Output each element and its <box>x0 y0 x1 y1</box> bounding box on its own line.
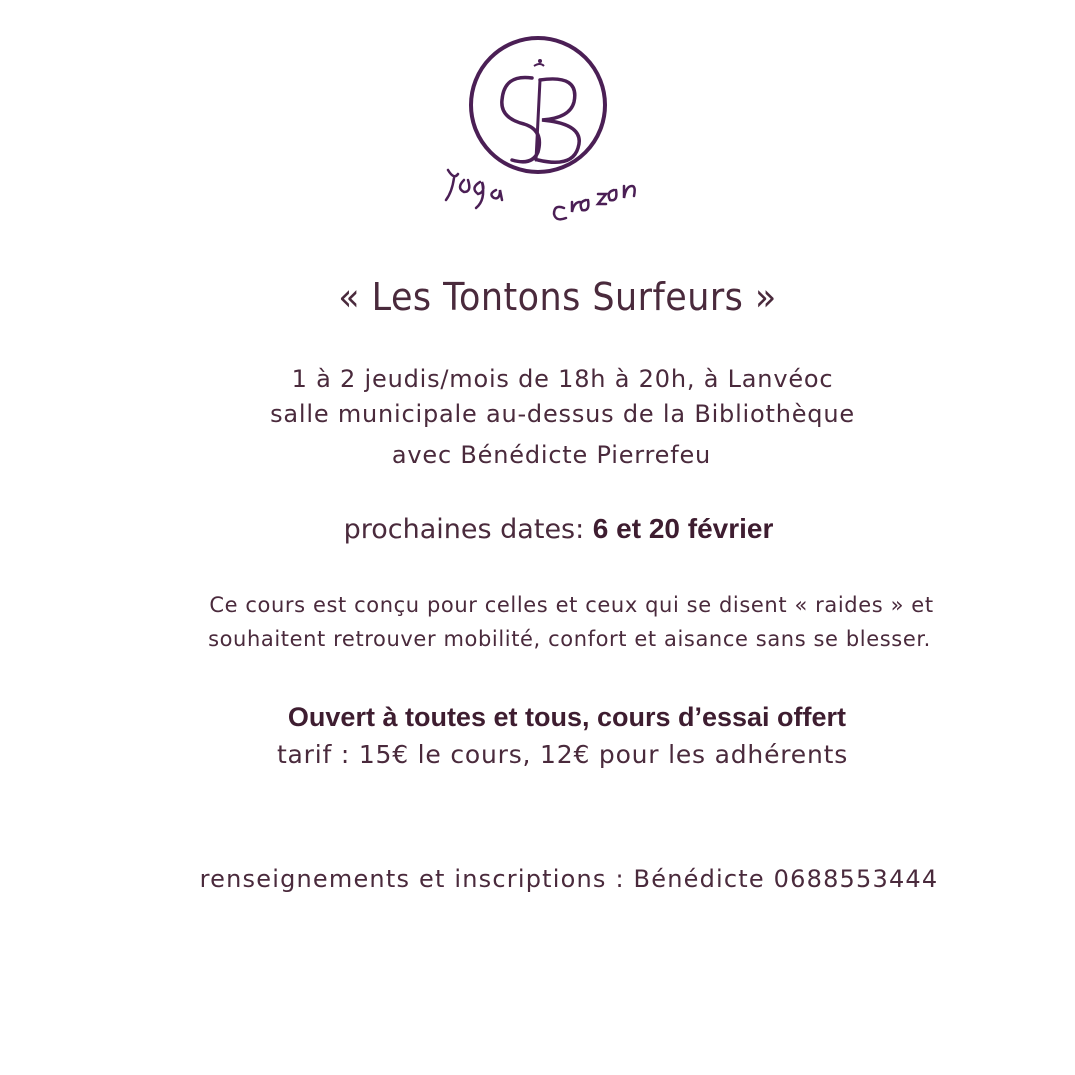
contact-info: renseignements et inscriptions : Bénédicte 0688553444 <box>199 865 939 893</box>
open-to-all: Ouvert à toutes et tous, cours d’essai offert <box>287 702 847 732</box>
price-info: tarif : 15€ le cours, 12€ pour les adhérents <box>276 740 849 769</box>
yoga-crozon-logo <box>440 30 640 240</box>
schedule-line-3: avec Bénédicte Pierrefeu <box>391 441 712 469</box>
logo-text: Yoga Crozon <box>440 30 447 31</box>
next-dates <box>0 513 1075 545</box>
schedule-line-2: salle municipale au-dessus de la Bibliothèque <box>270 400 855 428</box>
description-line-2: souhaitent retrouver mobilité, confort et aisance sans se blesser. <box>208 627 931 651</box>
schedule-line-1: 1 à 2 jeudis/mois de 18h à 20h, à Lanvéoc <box>291 365 834 393</box>
description-line-1: Ce cours est conçu pour celles et ceux qui se disent « raides » et <box>209 593 934 617</box>
next-dates-value: 6 et 20 février <box>592 513 774 544</box>
next-dates-label: prochaines dates: <box>343 514 593 545</box>
event-title: « Les Tontons Surfeurs » <box>338 275 777 319</box>
